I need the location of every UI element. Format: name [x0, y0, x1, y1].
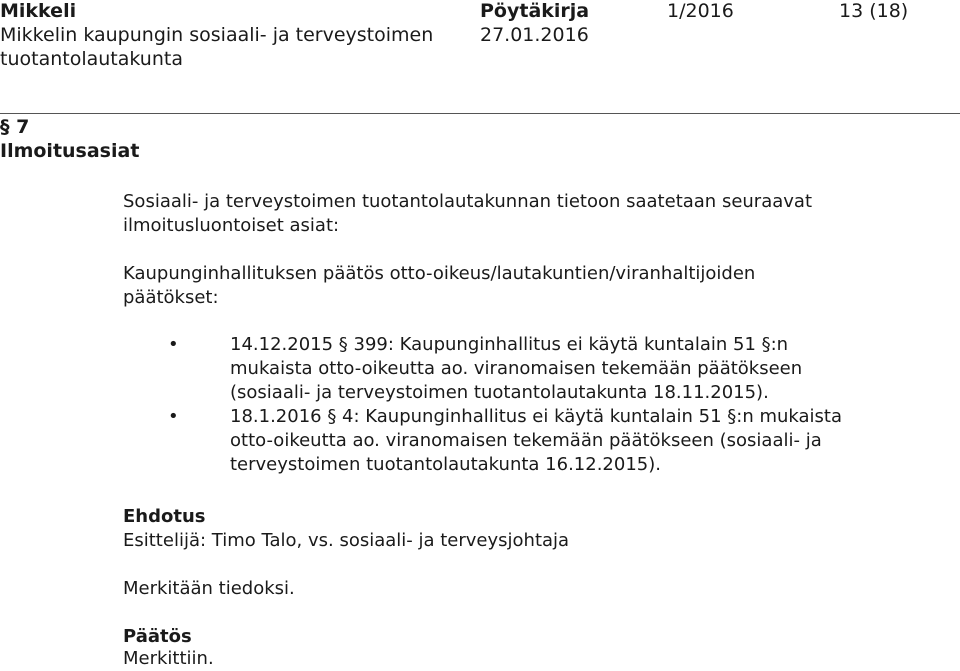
board-name-line1: Mikkelin kaupungin sosiaali- ja terveystoimen — [0, 24, 434, 46]
decisions-heading-line1: Kaupunginhallituksen päätös otto-oikeus/lautakuntien/viranhaltijoiden — [123, 263, 756, 284]
page-number: 13 (18) — [839, 0, 909, 22]
list-item-line: terveystoimen tuotantolautakunta 16.12.2015). — [230, 454, 661, 475]
decision-heading: Päätös — [123, 626, 192, 647]
doc-number: 1/2016 — [667, 0, 734, 22]
section-title: Ilmoitusasiat — [0, 140, 140, 162]
doc-type: Pöytäkirja — [480, 0, 590, 22]
decisions-heading-line2: päätökset: — [123, 287, 219, 308]
bullet-icon: • — [168, 334, 179, 355]
proposal-text: Merkitään tiedoksi. — [123, 578, 295, 599]
bullet-icon: • — [168, 406, 179, 427]
list-item-line: 14.12.2015 § 399: Kaupunginhallitus ei käytä kuntalain 51 §:n — [230, 334, 789, 355]
list-item-line: otto-oikeutta ao. viranomaisen tekemään päätökseen (sosiaali- ja — [230, 430, 822, 451]
proposal-heading: Ehdotus — [123, 506, 206, 527]
list-item-line: (sosiaali- ja terveystoimen tuotantolautakunta 18.11.2015). — [230, 382, 769, 403]
list-item — [168, 333, 842, 405]
proposal-presenter: Esittelijä: Timo Talo, vs. sosiaali- ja terveysjohtaja — [123, 530, 570, 551]
list-item-line: mukaista otto-oikeutta ao. viranomaisen tekemään päätökseen — [230, 358, 803, 379]
board-name-line2: tuotantolautakunta — [0, 48, 183, 70]
intro-line1: Sosiaali- ja terveystoimen tuotantolautakunnan tietoon saatetaan seuraavat — [123, 191, 813, 212]
header-divider — [0, 113, 960, 114]
notification-list — [168, 333, 842, 477]
decision-text: Merkittiin. — [123, 648, 214, 669]
intro-line2: ilmoitusluontoiset asiat: — [123, 215, 340, 236]
section-number: § 7 — [0, 116, 30, 138]
list-item-line: 18.1.2016 § 4: Kaupunginhallitus ei käytä kuntalain 51 §:n mukaista — [230, 406, 842, 427]
org-name: Mikkeli — [0, 0, 77, 22]
list-item — [168, 405, 842, 477]
doc-date: 27.01.2016 — [480, 24, 589, 46]
